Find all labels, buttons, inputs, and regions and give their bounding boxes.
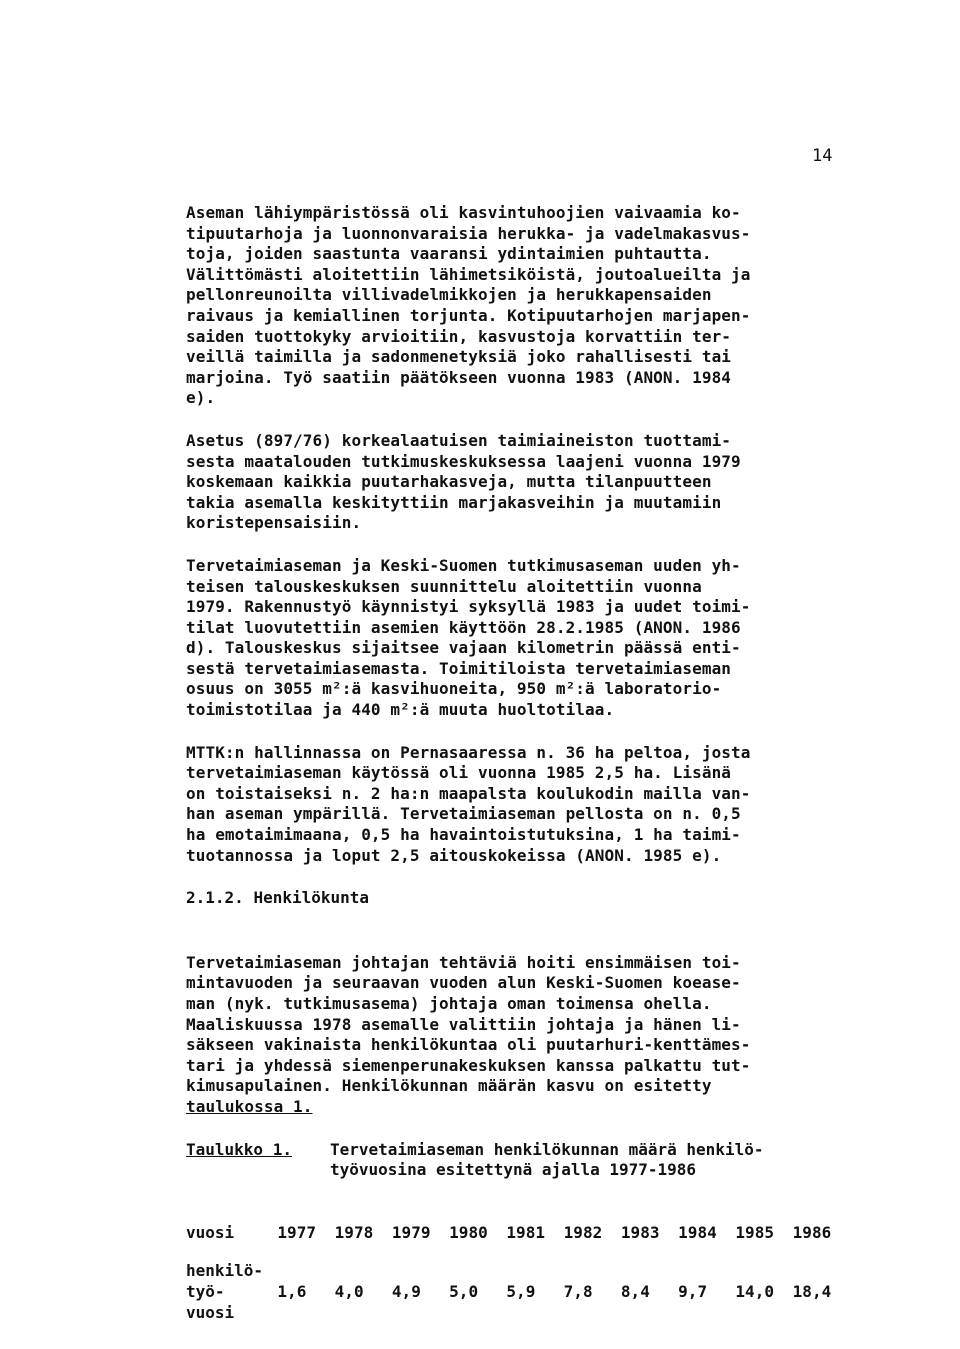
staff-cell: 1,6	[277, 1281, 307, 1301]
year-cell: 1982	[563, 1222, 603, 1242]
text-line: pellonreunoilta villivadelmikkojen ja herukkapensaiden	[186, 285, 712, 305]
text-line: tipuutarhoja ja luonnonvaraisia herukka- ja vadelmakasvus-	[186, 223, 751, 243]
text-line: ha emotaimimaana, 0,5 ha havaintoistutuksina, 1 ha taimi-	[186, 825, 741, 845]
year-cell: 1985	[735, 1222, 774, 1242]
text-line: e).	[186, 388, 216, 408]
paragraph-4	[186, 743, 850, 867]
table-caption-label: Taulukko 1.	[186, 1139, 292, 1159]
text-line: on toistaiseksi n. 2 ha:n maapalsta koulukodin mailla van-	[186, 783, 751, 803]
text-line: mintavuoden ja seuraavan vuoden alun Keski-Suomen koease-	[186, 973, 741, 993]
text-line: raivaus ja kemiallinen torjunta. Kotipuutarhojen marjapen-	[186, 305, 751, 325]
staff-cell: 7,8	[563, 1281, 593, 1301]
staff-cell: 8,4	[620, 1281, 650, 1301]
text-line: sestä tervetaimiasemasta. Toimitiloista tervetaimiaseman	[186, 658, 732, 678]
text-line: veillä taimilla ja sadonmenetyksiä joko rahallisesti tai	[186, 347, 732, 367]
staff-cell: 18,4	[792, 1281, 832, 1301]
row-header-line: henkilö-	[186, 1261, 264, 1281]
paragraph-3	[186, 556, 850, 721]
table-row-staff	[186, 1261, 850, 1323]
row-header-year: vuosi	[186, 1222, 235, 1242]
staff-cell: 4,9	[391, 1281, 421, 1301]
year-cell: 1978	[334, 1222, 374, 1242]
text-line: säkseen vakinaista henkilökuntaa oli puutarhuri-kenttämes-	[186, 1035, 751, 1055]
staff-cell: 5,9	[506, 1281, 536, 1301]
text-line: 1979. Rakennustyö käynnistyi syksyllä 1983 ja uudet toimi-	[186, 597, 751, 617]
section-title: Henkilökunta	[253, 888, 370, 908]
text-line: marjoina. Työ saatiin päätökseen vuonna 1983 (ANON. 1984	[186, 367, 732, 387]
staff-cell: 4,0	[334, 1281, 364, 1301]
year-cell: 1986	[792, 1222, 832, 1242]
year-cell: 1981	[506, 1222, 545, 1242]
text-line: tari ja yhdessä siemenperunakeskuksen kanssa palkattu tut-	[186, 1055, 751, 1075]
text-line: toimistotilaa ja 440 m²:ä muuta huoltotilaa.	[186, 700, 615, 720]
text-line: man (nyk. tutkimusasema) johtaja oman toimensa ohella.	[186, 994, 712, 1013]
text-line: koskemaan kaikkia puutarhakasveja, mutta tilanpuutteen	[186, 472, 712, 492]
paragraph-2	[186, 431, 850, 534]
text-line: MTTK:n hallinnassa on Pernasaaressa n. 36 ha peltoa, josta	[186, 742, 751, 762]
text-line: Asetus (897/76) korkealaatuisen taimiaineiston tuottami-	[186, 430, 732, 450]
table-row-years	[186, 1223, 850, 1262]
table-caption-line-1: Tervetaimiaseman henkilökunnan määrä henkilö-	[330, 1139, 764, 1159]
text-line: teisen talouskeskuksen suunnittelu aloitettiin vuonna	[186, 576, 702, 596]
year-cell: 1977	[277, 1222, 316, 1242]
text-line: toja, joiden saastunta vaaransi ydintaimien puhtautta.	[186, 244, 712, 264]
text-line: Aseman lähiympäristössä oli kasvintuhoojien vaivaamia ko-	[186, 203, 741, 222]
text-line: osuus on 3055 m²:ä kasvihuoneita, 950 m²:ä laboratorio-	[186, 679, 722, 699]
row-header-staff	[186, 1261, 277, 1323]
text-line: han aseman ympärillä. Tervetaimiaseman pellosta on n. 0,5	[186, 804, 741, 824]
year-cell: 1980	[449, 1222, 488, 1242]
body-text	[186, 203, 850, 1323]
text-line: Tervetaimiaseman johtajan tehtäviä hoiti ensimmäisen toi-	[186, 952, 741, 972]
text-line: tuotannossa ja loput 2,5 aitouskokeissa (ANON. 1985 e).	[186, 845, 722, 865]
table-caption	[186, 1140, 850, 1181]
text-line: koristepensaisiin.	[186, 513, 362, 533]
table-reference: taulukossa 1.	[186, 1096, 313, 1116]
section-heading	[186, 888, 850, 909]
year-cell: 1979	[391, 1222, 431, 1242]
paragraph-1	[186, 203, 850, 409]
staff-cell: 9,7	[678, 1281, 708, 1301]
text-line: sesta maatalouden tutkimuskeskuksessa laajeni vuonna 1979	[186, 451, 741, 471]
paragraph-5	[186, 953, 850, 1118]
section-number: 2.1.2.	[186, 888, 244, 908]
year-cell: 1983	[620, 1222, 660, 1242]
table-caption-line-2: työvuosina esitettynä ajalla 1977-1986	[330, 1160, 697, 1180]
text-line: tilat luovutettiin asemien käyttöön 28.2.1985 (ANON. 1986	[186, 617, 741, 637]
text-line: d). Talouskeskus sijaitsee vajaan kilometrin päässä enti-	[186, 638, 741, 658]
text-line: tervetaimiaseman käytössä oli vuonna 1985 2,5 ha. Lisänä	[186, 763, 732, 783]
text-line: Välittömästi aloitettiin lähimetsiköistä, joutoalueilta ja	[186, 264, 751, 284]
text-line: kimusapulainen. Henkilökunnan määrän kasvu on esitetty	[186, 1076, 712, 1096]
staff-table	[186, 1223, 850, 1323]
text-line: takia asemalla keskityttiin marjakasveihin ja muutamiin	[186, 492, 722, 512]
staff-cell: 5,0	[449, 1281, 479, 1301]
table-caption-text	[330, 1140, 850, 1181]
row-header-line: vuosi	[186, 1302, 235, 1322]
staff-cell: 14,0	[735, 1281, 774, 1301]
page-number: 14	[812, 146, 833, 166]
text-line: saiden tuottokyky arvioitiin, kasvustoja korvattiin ter-	[186, 326, 732, 346]
text-line: Maaliskuussa 1978 asemalle valittiin johtaja ja hänen li-	[186, 1014, 741, 1034]
text-line: Tervetaimiaseman ja Keski-Suomen tutkimusaseman uuden yh-	[186, 555, 741, 575]
row-header-line: työ-	[186, 1281, 225, 1301]
year-cell: 1984	[678, 1222, 717, 1242]
